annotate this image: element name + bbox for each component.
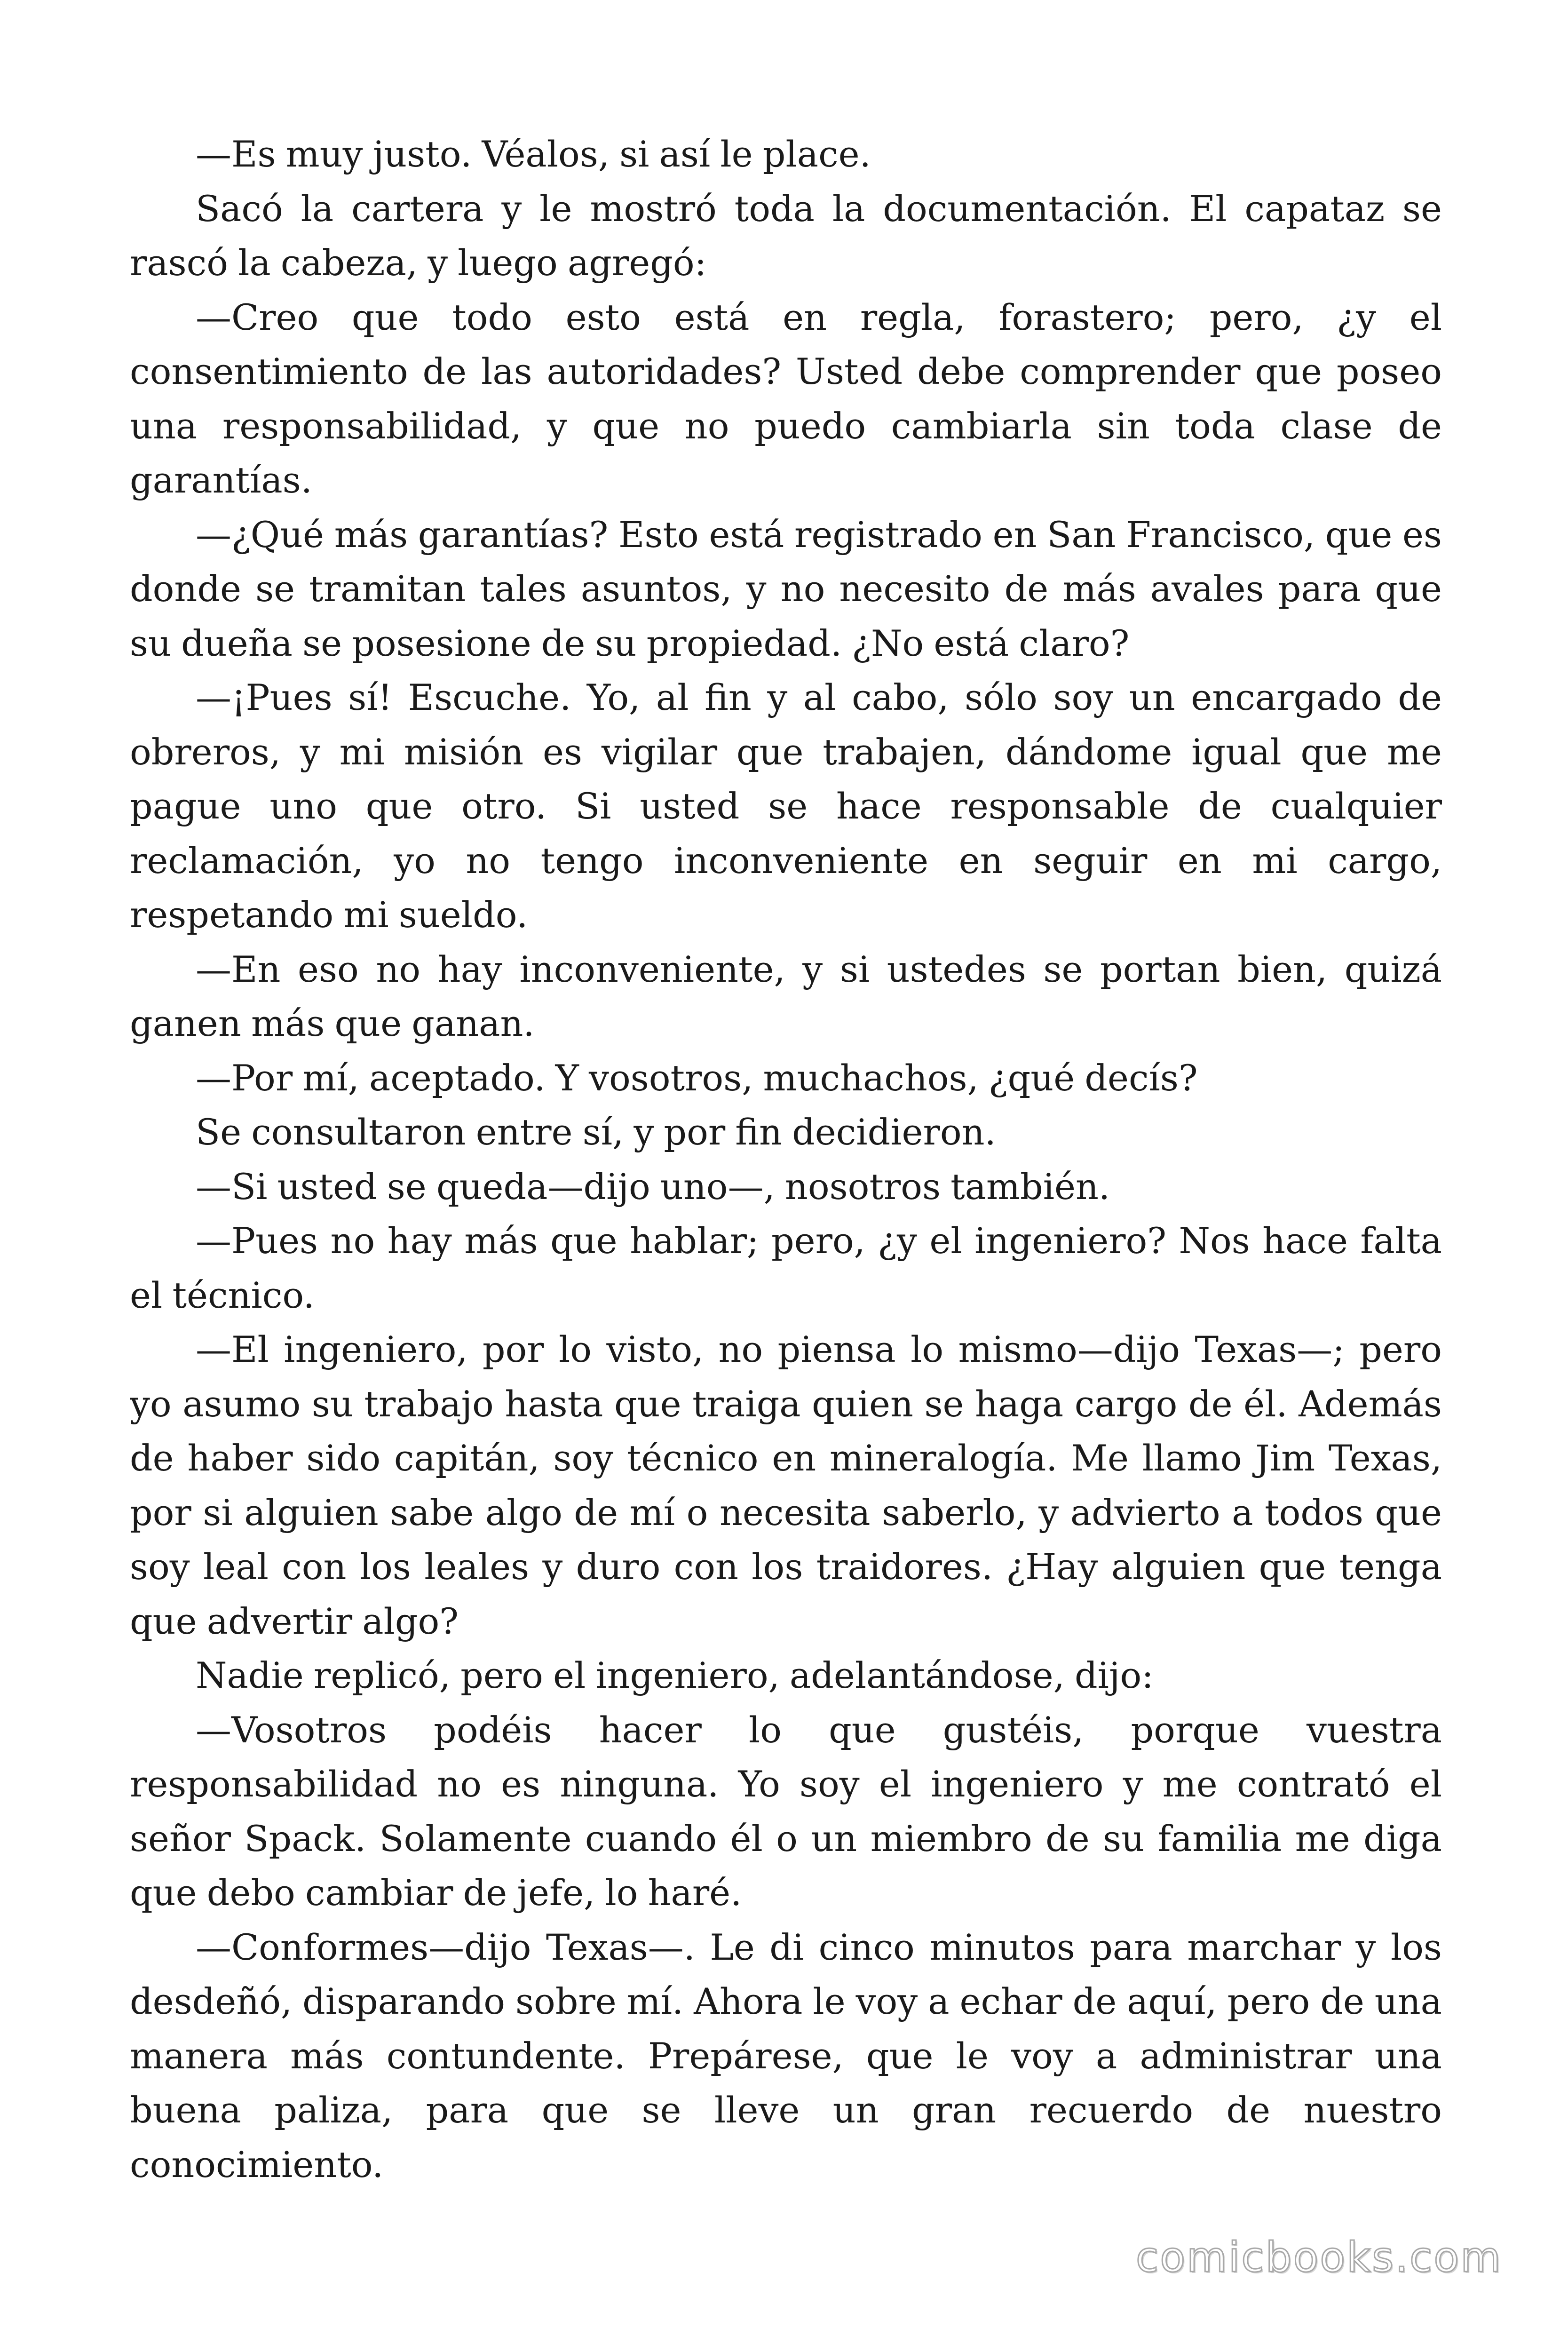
paragraph: —Creo que todo esto está en regla, forastero; pero, ¿y el consentimiento de las autoridades? Usted debe comprender que poseo una responsabilidad, y que no puedo cambiarla sin toda clase de garantías.	[130, 296, 1442, 501]
paragraph: Nadie replicó, pero el ingeniero, adelantándose, dijo:	[196, 1654, 1154, 1696]
paragraph: Se consultaron entre sí, y por fin decidieron.	[196, 1111, 996, 1153]
paragraph: —Por mí, aceptado. Y vosotros, muchachos, ¿qué decís?	[196, 1057, 1198, 1099]
paragraph: —Si usted se queda—dijo uno—, nosotros también.	[196, 1165, 1110, 1208]
paragraph: Sacó la cartera y le mostró toda la documentación. El capataz se rascó la cabeza, y luego agregó:	[130, 187, 1442, 284]
paragraph: —¿Qué más garantías? Esto está registrado en San Francisco, que es donde se tramitan tales asuntos, y no necesito de más avales para que su dueña se posesione de su propiedad. ¿No está claro?	[130, 513, 1442, 664]
paragraph: —Pues no hay más que hablar; pero, ¿y el ingeniero? Nos hace falta el técnico.	[130, 1220, 1442, 1316]
paragraph: —En eso no hay inconveniente, y si ustedes se portan bien, quizá ganen más que ganan.	[130, 948, 1442, 1044]
paragraph: —El ingeniero, por lo visto, no piensa lo mismo—dijo Texas—; pero yo asumo su trabajo hasta que traiga quien se haga cargo de él. Además de haber sido capitán, soy técnico en mineralogía. Me llamo Jim Texas, por si alguien sabe algo de mí o necesita saberlo, y advierto a todos que soy leal con los leales y duro con los traidores. ¿Hay alguien que tenga que advertir algo?	[130, 1328, 1442, 1642]
paragraph: —Conformes—dijo Texas—. Le di cinco minutos para marchar y los desdeñó, disparando sobre mí. Ahora le voy a echar de aquí, pero de una manera más contundente. Prepárese, que le voy a administrar una buena paliza, para que se lleve un gran recuerdo de nuestro conocimiento.	[130, 1926, 1442, 2185]
paragraph: —Vosotros podéis hacer lo que gustéis, porque vuestra responsabilidad no es ninguna. Yo soy el ingeniero y me contrató el señor Spack. Solamente cuando él o un miembro de su familia me diga que debo cambiar de jefe, lo haré.	[130, 1708, 1442, 1914]
paragraph: —Es muy justo. Véalos, si así le place.	[196, 133, 871, 175]
watermark: comicbooks.com	[1135, 2233, 1502, 2281]
page-text	[130, 127, 1442, 2206]
paragraph: —¡Pues sí! Escuche. Yo, al fin y al cabo, sólo soy un encargado de obreros, y mi misión es vigilar que trabajen, dándome igual que me pague uno que otro. Si usted se hace responsable de cualquier reclamación, yo no tengo inconveniente en seguir en mi cargo, respetando mi sueldo.	[130, 676, 1442, 936]
